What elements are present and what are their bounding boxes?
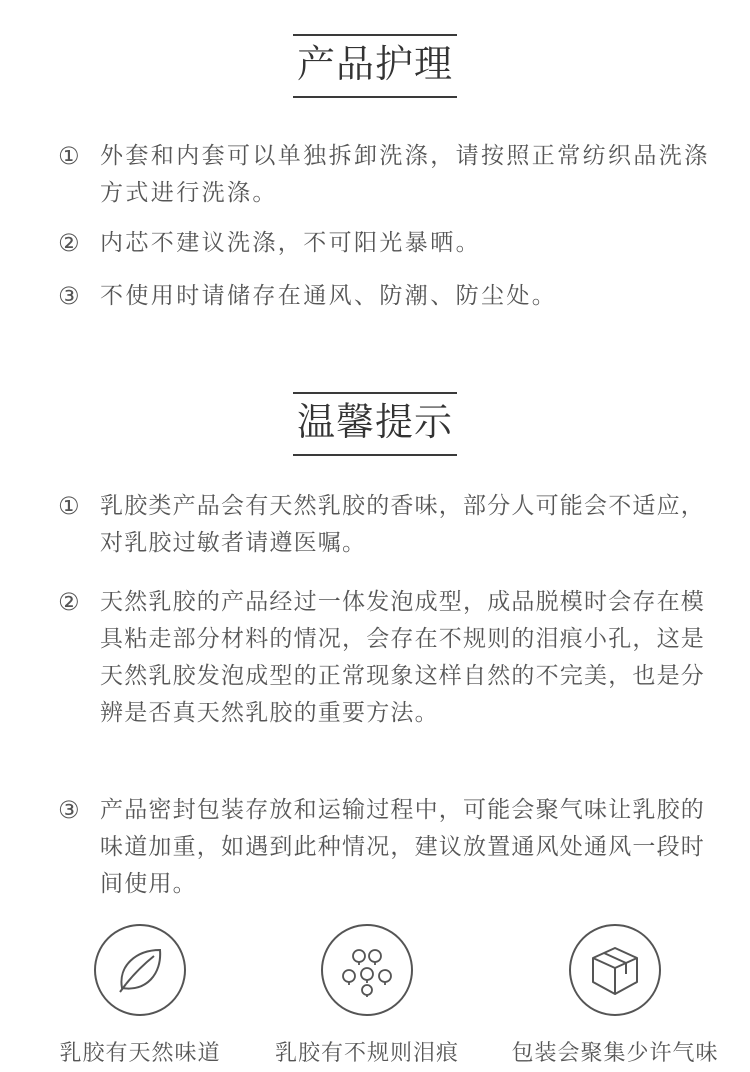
item-number: ② [58, 588, 80, 616]
tips-item-3 [58, 792, 728, 903]
feature-irregular-holes [252, 924, 482, 1067]
leaf-icon [94, 924, 186, 1016]
care-title: 产品护理 [296, 42, 453, 86]
box-icon [569, 924, 661, 1016]
item-number: ① [58, 492, 80, 520]
item-text: 产品密封包装存放和运输过程中，可能会聚气味让乳胶的味道加重，如遇到此种情况，建议放置通风处通风一段时间使用。 [100, 797, 705, 897]
item-text: 内芯不建议洗涤，不可阳光暴晒。 [100, 230, 481, 256]
tips-title: 温馨提示 [296, 400, 453, 444]
tips-section-header [0, 392, 750, 456]
care-item-3 [58, 278, 728, 315]
care-section-header [0, 34, 750, 98]
feature-label: 乳胶有天然味道 [59, 1041, 221, 1066]
tips-item-2 [58, 584, 728, 732]
feature-label: 乳胶有不规则泪痕 [274, 1041, 459, 1066]
item-number: ③ [58, 796, 80, 824]
care-item-2 [58, 225, 728, 262]
tips-item-1 [58, 488, 728, 562]
care-title-frame [293, 34, 457, 98]
feature-packaging-smell [500, 924, 730, 1067]
item-number: ① [58, 142, 80, 170]
holes-icon [321, 924, 413, 1016]
care-item-1 [58, 138, 728, 212]
item-text: 乳胶类产品会有天然乳胶的香味，部分人可能会不适应，对乳胶过敏者请遵医嘱。 [100, 493, 705, 556]
item-text: 外套和内套可以单独拆卸洗涤，请按照正常纺织品洗涤方式进行洗涤。 [100, 143, 710, 206]
item-number: ③ [58, 282, 80, 310]
feature-natural-smell [25, 924, 255, 1067]
item-text: 不使用时请储存在通风、防潮、防尘处。 [100, 283, 558, 309]
tips-title-frame [293, 392, 457, 456]
feature-label: 包装会聚集少许气味 [511, 1041, 719, 1066]
item-number: ② [58, 229, 80, 257]
item-text: 天然乳胶的产品经过一体发泡成型，成品脱模时会存在模具粘走部分材料的情况，会存在不规则的泪痕小孔，这是天然乳胶发泡成型的正常现象这样自然的不完美，也是分辨是否真天然乳胶的重要方法。 [100, 589, 705, 726]
